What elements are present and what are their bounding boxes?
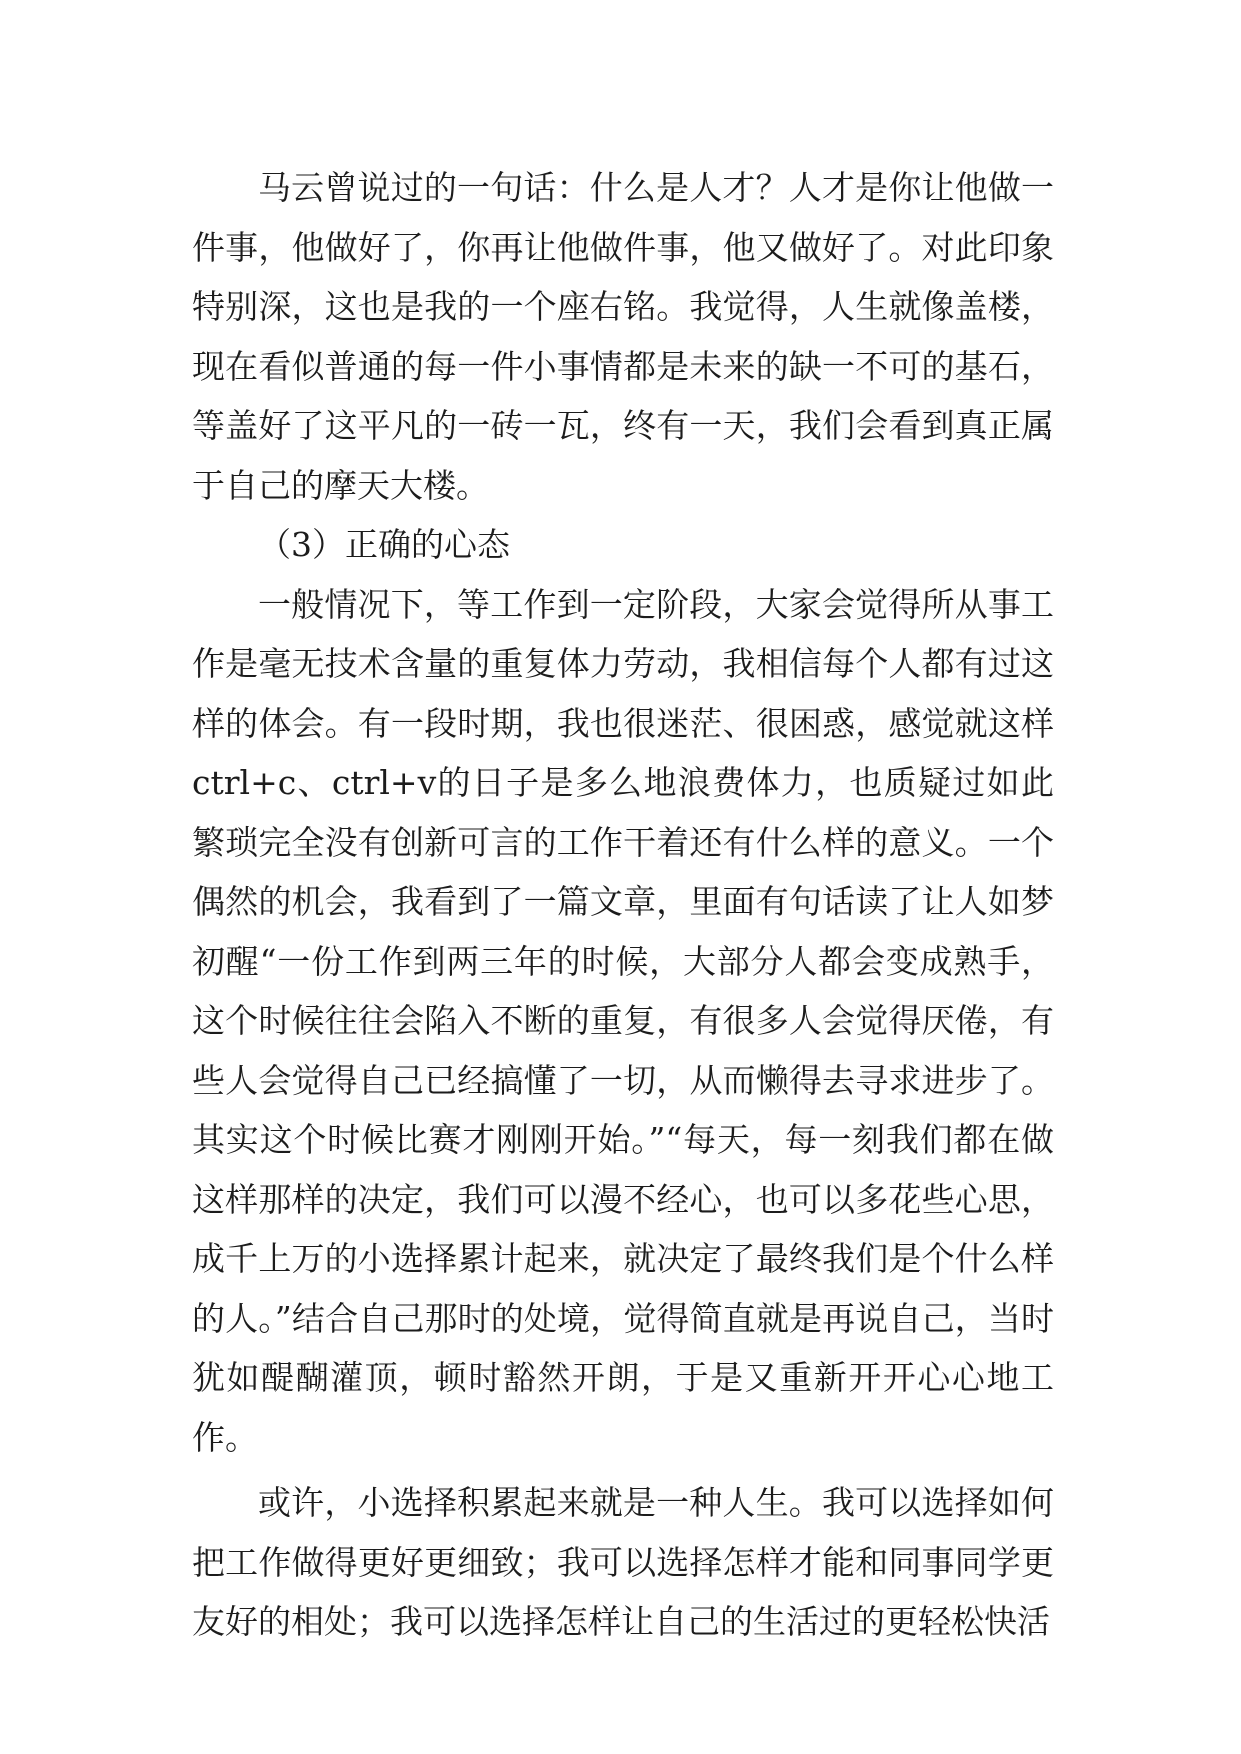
paragraph-small-choices: 或许，小选择积累起来就是一种人生。我可以选择如何把工作做得更好更细致；我可以选择怎样才能和同事同学更友好的相处；我可以选择怎样让自己的生活过的更轻松快活 bbox=[192, 1483, 1054, 1641]
document-body bbox=[192, 158, 1054, 1652]
paragraph-attitude: 一般情况下，等工作到一定阶段，大家会觉得所从事工作是毫无技术含量的重复体力劳动，我相信每个人都有过这样的体会。有一段时期，我也很迷茫、很困惑，感觉就这样ctrl+c、ctrl+v的日子是多么地浪费体力，也质疑过如此繁琐完全没有创新可言的工作干着还有什么样的意义。一个偶然的机会，我看到了一篇文章，里面有句话读了让人如梦初醒“一份工作到两三年的时候，大部分人都会变成熟手，这个时候往往会陷入不断的重复，有很多人会觉得厌倦，有些人会觉得自己已经搞懂了一切，从而懒得去寻求进步了。其实这个时候比赛才刚刚开始。”“每天，每一刻我们都在做这样那样的决定，我们可以漫不经心，也可以多花些心思，成千上万的小选择累计起来，就决定了最终我们是个什么样的人。”结合自己那时的处境，觉得简直就是再说自己，当时犹如醍醐灌顶，顿时豁然开朗，于是又重新开开心心地工作。 bbox=[192, 584, 1054, 1457]
paragraph-talent-quote: 马云曾说过的一句话：什么是人才？人才是你让他做一件事，他做好了，你再让他做件事，他又做好了。对此印象特别深，这也是我的一个座右铭。我觉得，人生就像盖楼，现在看似普通的每一件小事情都是未来的缺一不可的基石，等盖好了这平凡的一砖一瓦，终有一天，我们会看到真正属于自己的摩天大楼。 bbox=[192, 168, 1054, 505]
section-heading-attitude: （3）正确的心态 bbox=[258, 525, 510, 564]
